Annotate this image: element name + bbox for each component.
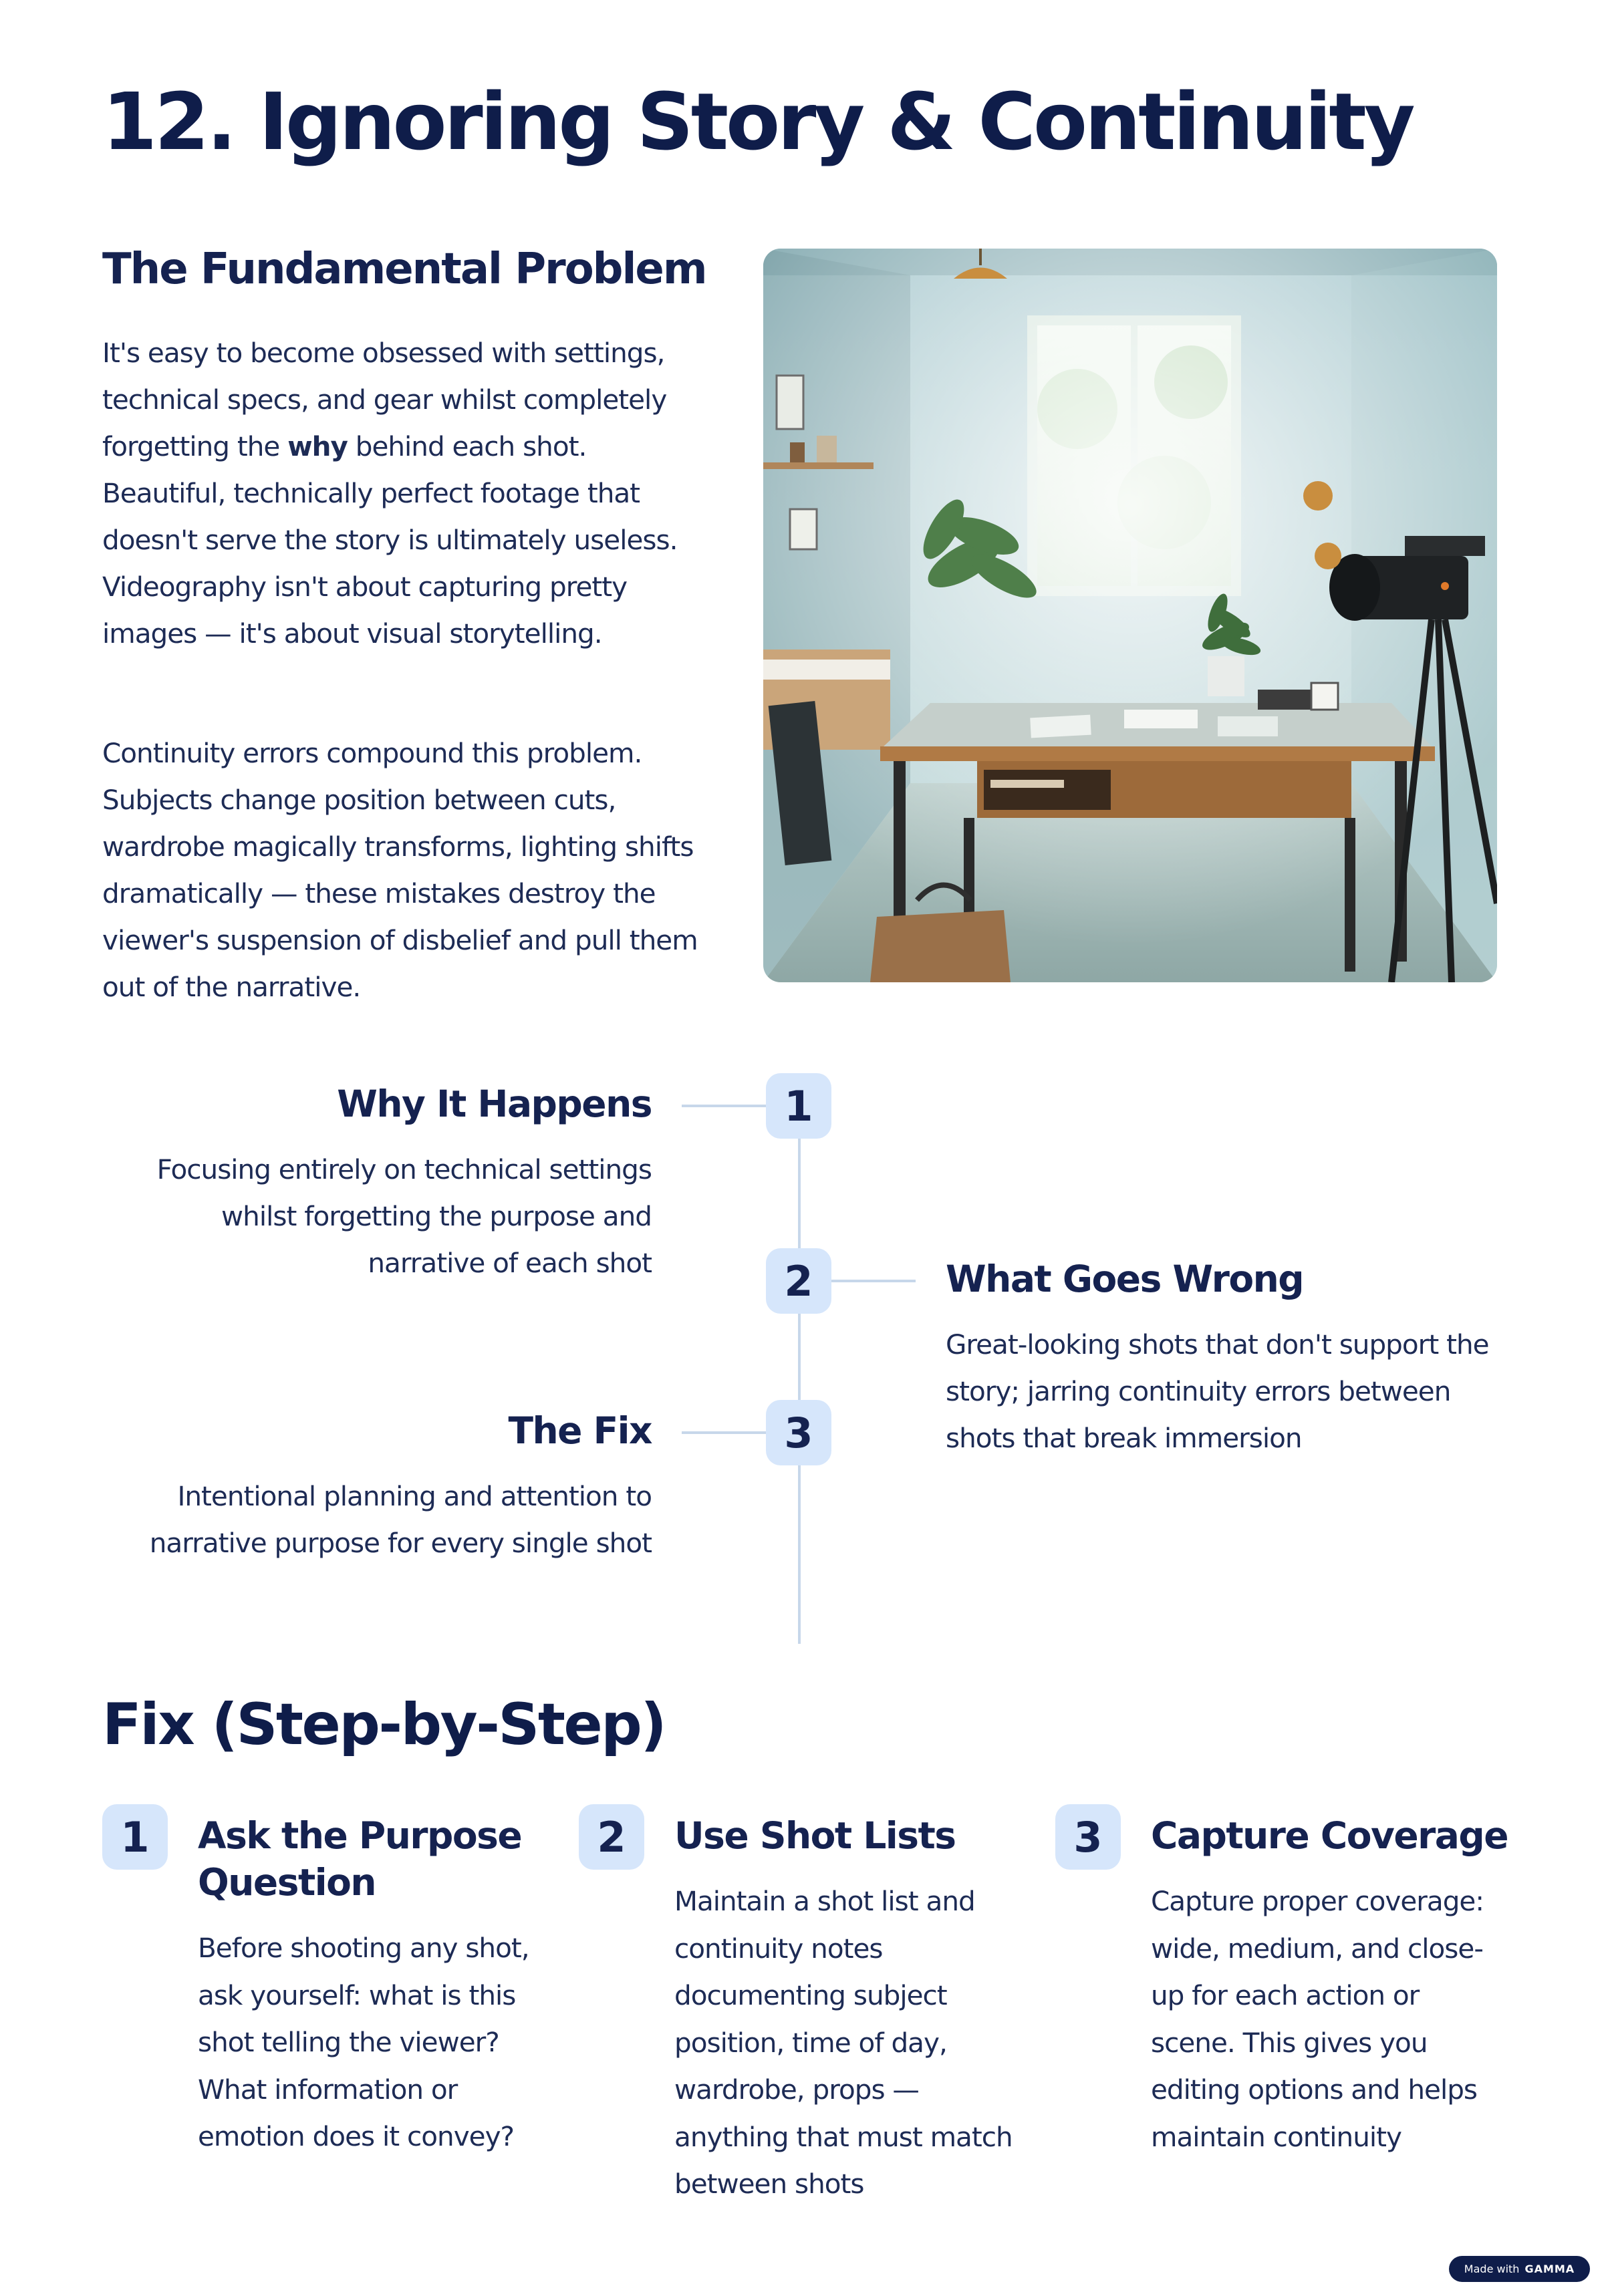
- timeline-heading-why: Why It Happens: [337, 1083, 652, 1125]
- step-badge-2: 2: [579, 1804, 644, 1870]
- step-title-coverage: Capture Coverage: [1151, 1814, 1508, 1857]
- timeline-connector-3: [682, 1431, 767, 1434]
- intro-text-emphasis: why: [287, 430, 348, 462]
- intro-text-end: behind each shot. Beautiful, technically perfect footage that doesn't serve the story is ultimately useless. Videography isn't about capturing pretty images — it's about visual storytelling.: [102, 430, 678, 650]
- timeline-badge-2: 2: [766, 1248, 831, 1314]
- timeline-badge-3: 3: [766, 1400, 831, 1465]
- intro-paragraph-2: Continuity errors compound this problem. Subjects change position between cuts, wardrobe magically transforms, lighting shifts dramatically — these mistakes destroy the viewer's suspension of disbelief and pull them out of the narrative.: [102, 737, 698, 1003]
- made-with-label: Made with: [1464, 2263, 1520, 2275]
- intro-text-start: It's easy to become obsessed with settings, technical specs, and gear whilst completely forgetting the: [102, 337, 667, 462]
- step-badge-3: 3: [1055, 1804, 1121, 1870]
- intro-paragraph-1: [102, 329, 704, 657]
- timeline-line: [798, 1106, 801, 1644]
- timeline-text-wrong: Great-looking shots that don't support the story; jarring continuity errors between shots that break immersion: [946, 1328, 1489, 1454]
- step-text-coverage: Capture proper coverage: wide, medium, and close-up for each action or scene. This gives you editing options and helps maintain continuity: [1151, 1885, 1484, 2153]
- studio-photo-illustration: [763, 249, 1497, 982]
- step-text-shot-lists: Maintain a shot list and continuity notes documenting subject position, time of day, wardrobe, props — anything that must match between shots: [674, 1885, 1013, 2200]
- step-text-purpose: Before shooting any shot, ask yourself: what is this shot telling the viewer? What information or emotion does it convey?: [198, 1932, 529, 2152]
- step-title-purpose: Ask the Purpose Question: [198, 1814, 522, 1904]
- step-title-shot-lists: Use Shot Lists: [674, 1814, 956, 1857]
- section-heading-fix: Fix (Step-by-Step): [102, 1691, 666, 1758]
- timeline-heading-wrong: What Goes Wrong: [946, 1258, 1304, 1300]
- made-with-badge[interactable]: [1449, 2256, 1590, 2282]
- timeline-connector-1: [682, 1105, 767, 1107]
- timeline-connector-2: [831, 1280, 916, 1282]
- gamma-logo: GAMMA: [1524, 2263, 1575, 2275]
- timeline-heading-fix: The Fix: [508, 1409, 652, 1452]
- section-heading-problem: The Fundamental Problem: [102, 245, 706, 294]
- studio-photo: [763, 249, 1497, 982]
- timeline-text-fix: Intentional planning and attention to narrative purpose for every single shot: [149, 1480, 652, 1559]
- page-title: 12. Ignoring Story & Continuity: [102, 76, 1413, 168]
- timeline-text-why: Focusing entirely on technical settings whilst forgetting the purpose and narrative of each shot: [156, 1153, 652, 1279]
- step-badge-1: 1: [102, 1804, 168, 1870]
- timeline-badge-1: 1: [766, 1073, 831, 1139]
